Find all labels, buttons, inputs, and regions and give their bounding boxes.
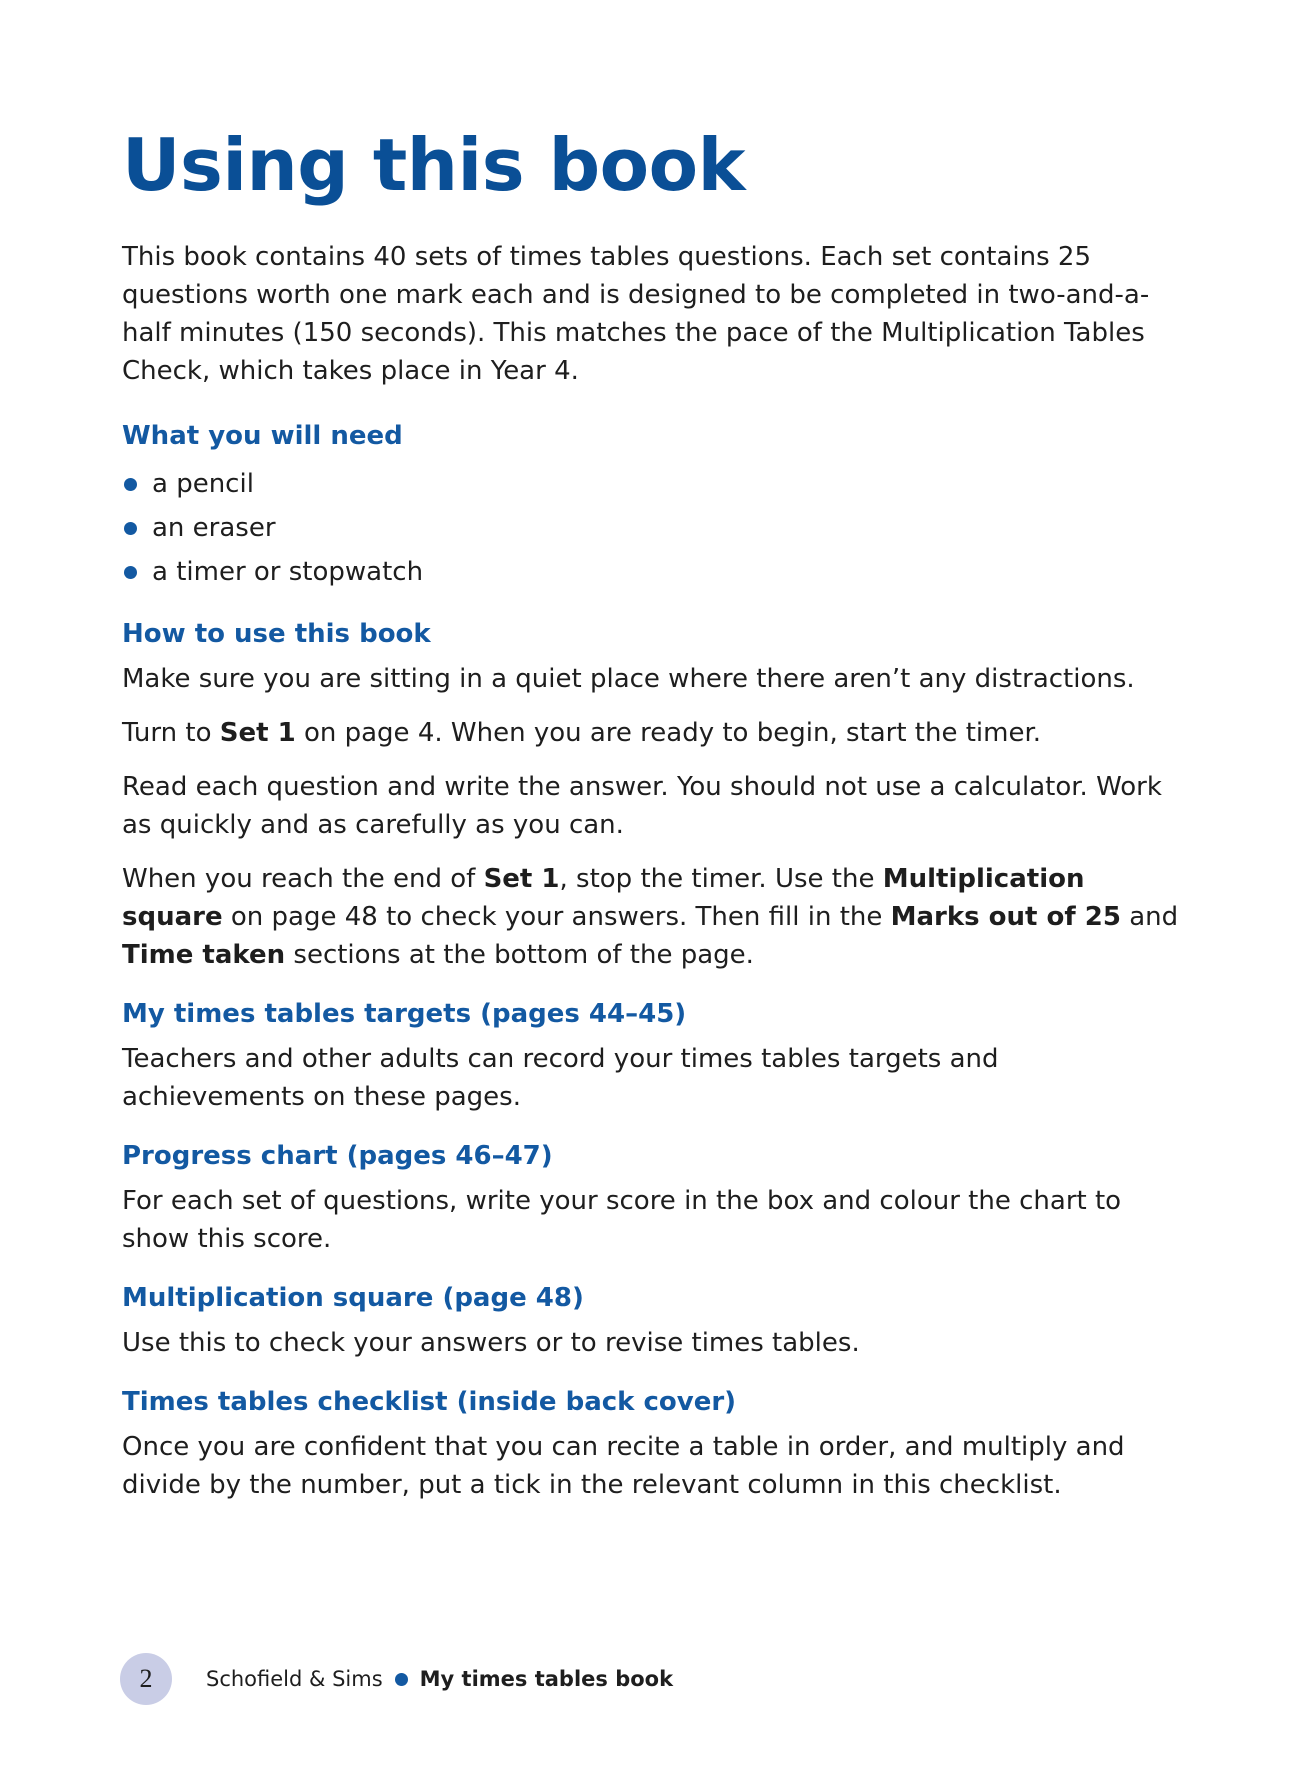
page-title: Using this book (122, 123, 745, 207)
bullet-icon (124, 522, 137, 535)
publisher-name: Schofield & Sims (206, 1667, 383, 1691)
progress-heading: Progress chart (pages 46–47) (122, 1141, 553, 1171)
book-title: My times tables book (419, 1667, 674, 1691)
checklist-heading: Times tables checklist (inside back cover) (122, 1387, 737, 1417)
bullet-icon (124, 478, 137, 491)
page-number-badge: 2 (120, 1653, 172, 1705)
list-item: a pencil (122, 462, 1182, 506)
how-to-use-p4: When you reach the end of Set 1, stop the timer. Use the Multiplication square on page 48 to check your answers. Then fill in the Marks out of 25 and Time taken sections at the bottom of the page. (122, 864, 1179, 970)
how-to-use-heading: How to use this book (122, 619, 431, 649)
square-heading: Multiplication square (page 48) (122, 1283, 584, 1313)
intro-paragraph: This book contains 40 sets of times tables questions. Each set contains 25 questions worth one mark each and is designed to be completed in two-and-a-half minutes (150 seconds). This matches the pace of the Multiplication Tables Check, which takes place in Year 4. (122, 242, 1150, 386)
list-item: an eraser (122, 506, 1182, 550)
list-item: a timer or stopwatch (122, 550, 1182, 594)
checklist-text: Once you are confident that you can recite a table in order, and multiply and divide by the number, put a tick in the relevant column in this checklist. (122, 1432, 1125, 1500)
bullet-icon (124, 566, 137, 579)
progress-text: For each set of questions, write your score in the box and colour the chart to show this score. (122, 1186, 1122, 1254)
what-you-need-list (122, 462, 1182, 594)
how-to-use-p1: Make sure you are sitting in a quiet place where there aren’t any distractions. (122, 664, 1135, 694)
square-text: Use this to check your answers or to revise times tables. (122, 1328, 860, 1358)
how-to-use-p2: Turn to Set 1 on page 4. When you are ready to begin, start the timer. (122, 718, 1042, 748)
targets-heading: My times tables targets (pages 44–45) (122, 999, 687, 1029)
page-footer (120, 1651, 673, 1707)
page-content (122, 124, 1182, 1504)
targets-text: Teachers and other adults can record your times tables targets and achievements on these pages. (122, 1044, 999, 1112)
how-to-use-p3: Read each question and write the answer. You should not use a calculator. Work as quickly and as carefully as you can. (122, 772, 1162, 840)
bullet-icon (395, 1673, 408, 1686)
what-you-need-heading: What you will need (122, 421, 403, 451)
